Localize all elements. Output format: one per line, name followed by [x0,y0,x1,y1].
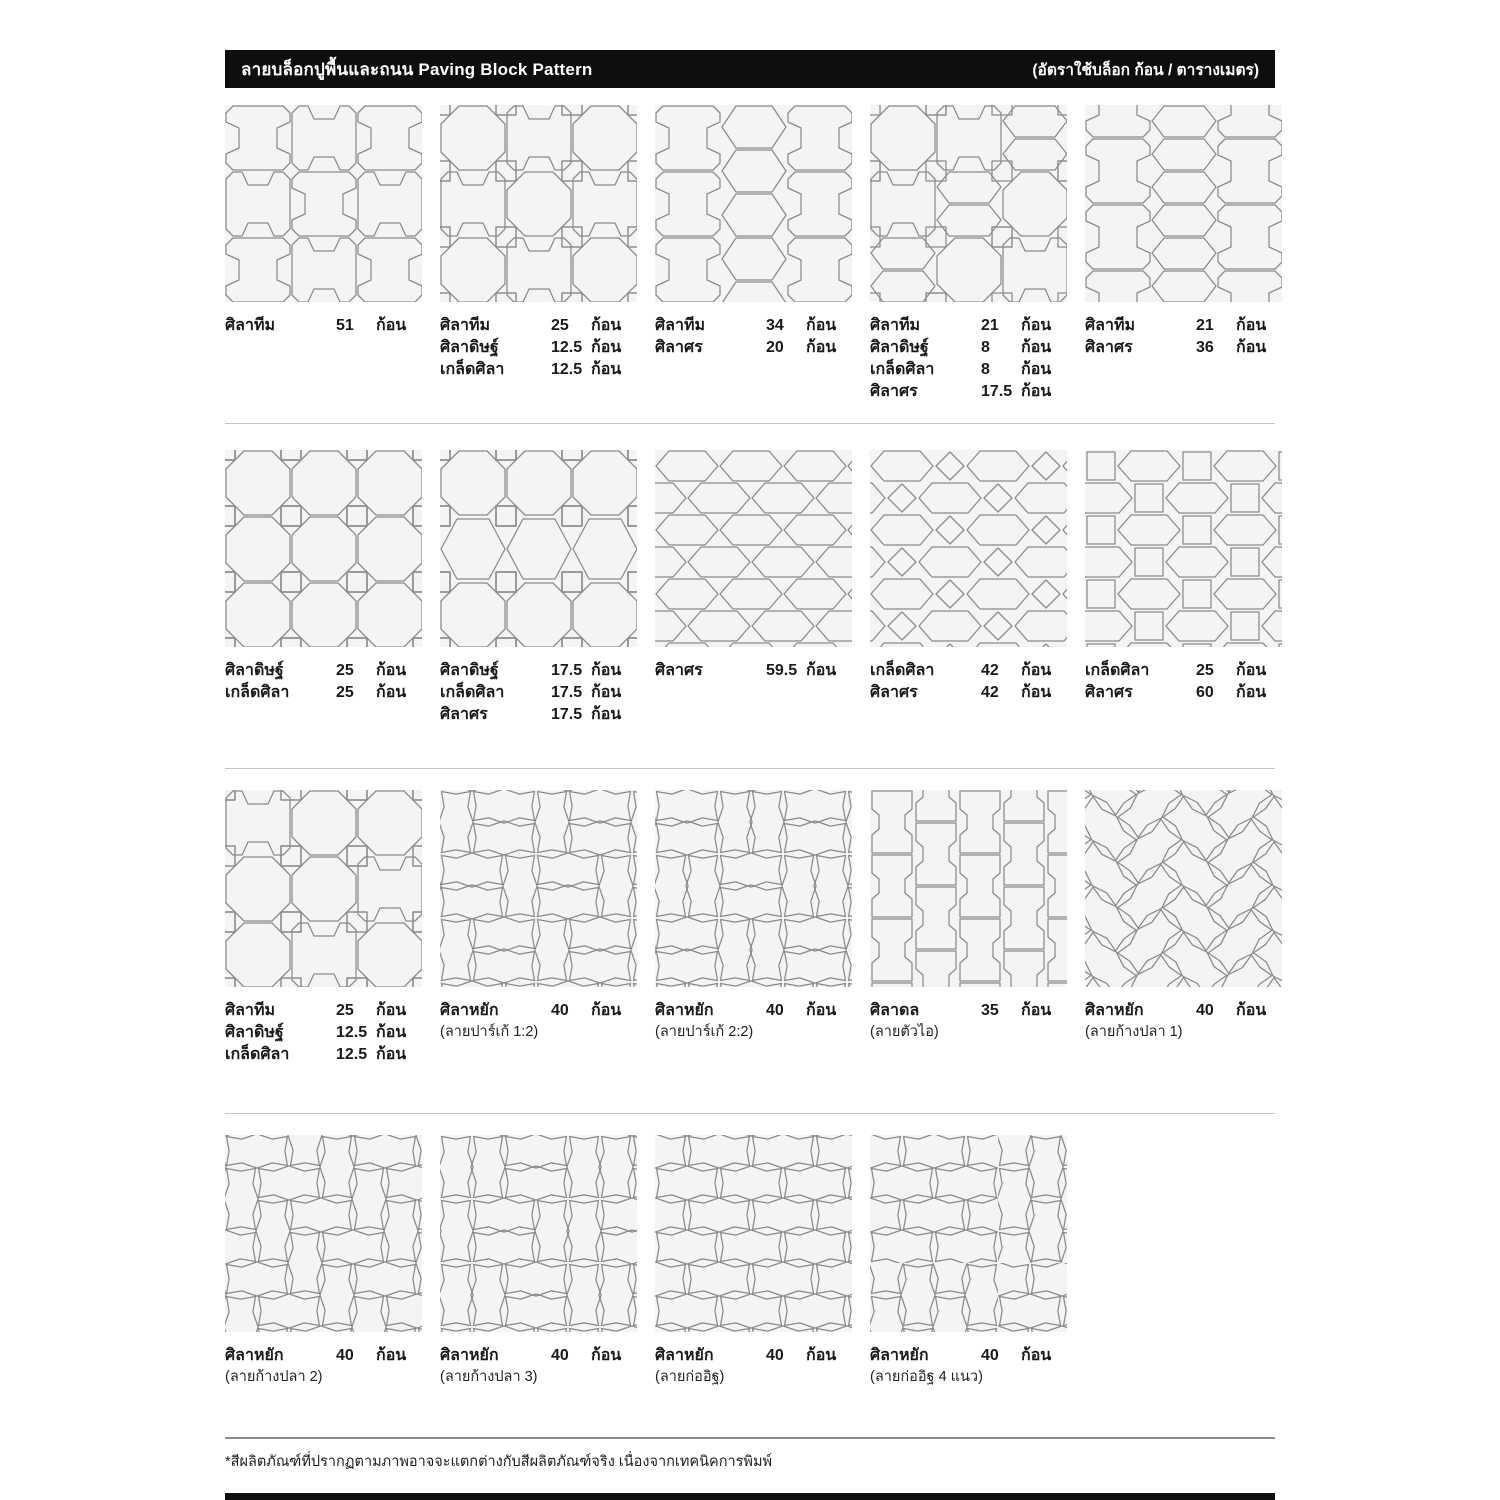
qty-unit: ก้อน [591,317,622,334]
qty-number: 20 [766,339,784,356]
pattern-label-line [225,315,422,337]
qty-unit: ก้อน [591,1347,622,1364]
swatch-background [440,105,637,302]
qty-number: 8 [981,339,990,356]
pattern-qty [551,359,637,381]
pattern-qty [766,660,852,682]
pattern-qty [981,337,1067,359]
pattern-name: เกล็ดศิลา [870,361,935,378]
pattern-qty [336,1044,422,1066]
pattern-label-line [225,1022,422,1044]
qty-number: 17.5 [551,684,583,701]
pattern-qty [981,682,1067,704]
pattern-name: ศิลาหยัก [655,1347,714,1364]
pattern-label-line [440,337,637,359]
pattern-qty [981,1000,1067,1022]
pattern-label-line [1085,682,1282,704]
qty-unit: ก้อน [591,706,622,723]
pattern-qty [766,315,852,337]
qty-number: 12.5 [336,1024,368,1041]
pattern-swatch [1085,450,1282,647]
pattern-item [870,1135,1067,1388]
pattern-label-line [1085,1000,1282,1022]
pattern-sub-name: (ลายก้างปลา 2) [225,1369,323,1385]
qty-unit: ก้อน [1021,684,1052,701]
pattern-swatch [870,1135,1067,1332]
pattern-item [655,105,852,359]
pattern-label [440,1345,637,1388]
section-divider [225,768,1275,769]
pattern-label [655,1345,852,1388]
pattern-name: ศิลาหยัก [225,1347,284,1364]
qty-number: 12.5 [551,339,583,356]
pattern-label [655,660,852,682]
pattern-name: ศิลาทีม [870,317,921,334]
pattern-item [440,450,637,726]
qty-number: 40 [336,1347,354,1364]
pattern-item [225,105,422,337]
qty-unit: ก้อน [806,1002,837,1019]
pattern-swatch [655,790,852,987]
pattern-name: ศิลาศร [1085,339,1133,356]
pattern-name: ศิลาดิษฐ์ [225,662,284,679]
swatch-background [225,790,422,987]
qty-unit: ก้อน [376,684,407,701]
pattern-label-line [655,315,852,337]
footnote: *สีผลิตภัณฑ์ที่ปรากฏตามภาพอาจจะแตกต่างกับสีผลิตภัณฑ์จริง เนื่องจากเทคนิคการพิมพ์ [225,1454,773,1470]
qty-unit: ก้อน [1021,662,1052,679]
pattern-name: ศิลาหยัก [440,1002,499,1019]
pattern-label-line [870,381,1067,403]
swatch-background [440,790,637,987]
pattern-swatch [225,1135,422,1332]
pattern-qty [766,337,852,359]
pattern-qty [336,1000,422,1022]
pattern-qty [981,660,1067,682]
qty-number: 42 [981,662,999,679]
qty-unit: ก้อน [806,317,837,334]
pattern-qty [551,682,637,704]
pattern-swatch [440,1135,637,1332]
pattern-item [1085,450,1282,704]
bottom-bar [225,1493,1275,1500]
pattern-qty [1196,315,1282,337]
pattern-swatch [870,105,1067,302]
qty-unit: ก้อน [1236,684,1267,701]
qty-unit: ก้อน [1021,361,1052,378]
pattern-label-line [870,1000,1067,1022]
pattern-label [1085,1000,1282,1043]
qty-unit: ก้อน [1021,1002,1052,1019]
qty-unit: ก้อน [806,1347,837,1364]
pattern-name: ศิลาศร [655,339,703,356]
pattern-name: ศิลาดิษฐ์ [440,662,499,679]
pattern-item [440,105,637,381]
pattern-name: ศิลาศร [870,383,918,400]
pattern-name: เกล็ดศิลา [440,684,505,701]
pattern-name: ศิลาศร [1085,684,1133,701]
pattern-qty [551,315,637,337]
pattern-name: ศิลาทีม [1085,317,1136,334]
header-bar [225,50,1275,88]
pattern-qty [336,682,422,704]
pattern-label-line [440,660,637,682]
pattern-label-line [1085,315,1282,337]
qty-number: 12.5 [551,361,583,378]
pattern-label-line [440,682,637,704]
qty-unit: ก้อน [1021,339,1052,356]
qty-unit: ก้อน [1236,339,1267,356]
pattern-name: ศิลาศร [870,684,918,701]
pattern-label [655,1000,852,1043]
pattern-sub-name: (ลายตัวไอ) [870,1024,939,1040]
pattern-swatch [440,790,637,987]
pattern-swatch [655,105,852,302]
pattern-swatch [225,450,422,647]
pattern-label [655,315,852,359]
qty-unit: ก้อน [591,1002,622,1019]
qty-number: 12.5 [336,1046,368,1063]
pattern-label-line [440,359,637,381]
pattern-swatch [1085,790,1282,987]
pattern-label [870,1000,1067,1043]
swatch-background [225,105,422,302]
pattern-item [1085,105,1282,359]
qty-number: 51 [336,317,354,334]
pattern-label-line [440,1345,637,1367]
qty-number: 17.5 [551,662,583,679]
qty-number: 25 [336,684,354,701]
pattern-name: ศิลาศร [440,706,488,723]
pattern-name: เกล็ดศิลา [440,361,505,378]
pattern-item [440,790,637,1043]
pattern-label [225,660,422,704]
pattern-name: ศิลาศร [655,662,703,679]
pattern-item [225,1135,422,1388]
pattern-swatch [870,790,1067,987]
pattern-qty [336,660,422,682]
pattern-item [655,790,852,1043]
pattern-qty [336,315,422,337]
pattern-label [440,315,637,381]
pattern-label [225,1345,422,1388]
pattern-label [1085,660,1282,704]
pattern-name: ศิลาหยัก [1085,1002,1144,1019]
qty-number: 25 [1196,662,1214,679]
pattern-sub-name: (ลายปาร์เก้ 1:2) [440,1024,539,1040]
qty-number: 60 [1196,684,1214,701]
pattern-label-line [440,704,637,726]
qty-unit: ก้อน [1021,383,1052,400]
qty-number: 8 [981,361,990,378]
pattern-qty [551,660,637,682]
pattern-label-line [1085,337,1282,359]
qty-number: 40 [551,1002,569,1019]
qty-number: 25 [336,662,354,679]
section-divider [225,423,1275,424]
pattern-label [440,660,637,726]
qty-unit: ก้อน [376,1347,407,1364]
pattern-sub-name: (ลายก้างปลา 3) [440,1369,538,1385]
pattern-label-line [870,315,1067,337]
qty-number: 40 [766,1002,784,1019]
pattern-label-line [225,682,422,704]
pattern-qty [766,1000,852,1022]
pattern-name: เกล็ดศิลา [225,684,290,701]
qty-unit: ก้อน [591,361,622,378]
pattern-name: ศิลาทีม [225,1002,276,1019]
pattern-label-line [225,660,422,682]
qty-number: 21 [1196,317,1214,334]
qty-number: 40 [766,1347,784,1364]
qty-number: 17.5 [551,706,583,723]
qty-number: 25 [336,1002,354,1019]
qty-unit: ก้อน [1021,317,1052,334]
pattern-swatch [225,790,422,987]
pattern-qty [551,1345,637,1367]
qty-unit: ก้อน [1236,1002,1267,1019]
qty-unit: ก้อน [376,1046,407,1063]
pattern-qty [981,1345,1067,1367]
pattern-item [655,1135,852,1388]
pattern-name: ศิลาดิษฐ์ [440,339,499,356]
qty-number: 25 [551,317,569,334]
qty-unit: ก้อน [376,1024,407,1041]
swatch-background [655,450,852,647]
qty-number: 40 [551,1347,569,1364]
pattern-sub-name: (ลายก้างปลา 1) [1085,1024,1183,1040]
pattern-swatch [225,105,422,302]
qty-unit: ก้อน [376,317,407,334]
qty-number: 40 [1196,1002,1214,1019]
pattern-label-line [655,660,852,682]
swatch-background [870,790,1067,987]
pattern-item [870,450,1067,704]
qty-number: 40 [981,1347,999,1364]
qty-unit: ก้อน [806,662,837,679]
pattern-item [1085,790,1282,1043]
pattern-swatch [655,1135,852,1332]
qty-unit: ก้อน [376,1002,407,1019]
pattern-label [870,1345,1067,1388]
qty-unit: ก้อน [806,339,837,356]
pattern-label [870,315,1067,403]
pattern-swatch [870,450,1067,647]
pattern-label-line [870,337,1067,359]
pattern-label-line [440,315,637,337]
pattern-qty [551,337,637,359]
footnote-rule [225,1437,1275,1439]
qty-unit: ก้อน [1236,317,1267,334]
qty-unit: ก้อน [1021,1347,1052,1364]
pattern-label-line [870,660,1067,682]
pattern-label [225,315,422,337]
pattern-qty [336,1022,422,1044]
pattern-label [1085,315,1282,359]
pattern-name: ศิลาดิษฐ์ [870,339,929,356]
qty-number: 36 [1196,339,1214,356]
qty-number: 34 [766,317,784,334]
qty-number: 21 [981,317,999,334]
pattern-name: ศิลาทีม [225,317,276,334]
pattern-name: ศิลาดิษฐ์ [225,1024,284,1041]
pattern-sub-name: (ลายปาร์เก้ 2:2) [655,1024,754,1040]
pattern-qty [981,315,1067,337]
pattern-item [655,450,852,682]
pattern-label-line [870,1345,1067,1367]
pattern-qty [1196,337,1282,359]
qty-unit: ก้อน [591,339,622,356]
pattern-label [440,1000,637,1043]
pattern-label-line [870,682,1067,704]
pattern-qty [336,1345,422,1367]
qty-number: 59.5 [766,662,798,679]
pattern-name: ศิลาหยัก [870,1347,929,1364]
qty-unit: ก้อน [376,662,407,679]
pattern-qty [551,704,637,726]
pattern-name: ศิลาหยัก [440,1347,499,1364]
swatch-background [655,790,852,987]
pattern-qty [981,359,1067,381]
pattern-label [225,1000,422,1066]
pattern-qty [1196,682,1282,704]
pattern-qty [551,1000,637,1022]
pattern-swatch [655,450,852,647]
pattern-swatch [440,105,637,302]
qty-number: 17.5 [981,383,1013,400]
pattern-label-line [225,1000,422,1022]
pattern-label-line [1085,660,1282,682]
pattern-name: เกล็ดศิลา [870,662,935,679]
pattern-qty [766,1345,852,1367]
pattern-sub-name: (ลายก่ออิฐ 4 แนว) [870,1369,983,1385]
section-divider [225,1113,1275,1114]
pattern-sub-name: (ลายก่ออิฐ) [655,1369,725,1385]
pattern-name: ศิลาทีม [440,317,491,334]
pattern-label-line [225,1044,422,1066]
pattern-label-line [870,359,1067,381]
swatch-background [225,450,422,647]
swatch-background [440,450,637,647]
qty-number: 42 [981,684,999,701]
pattern-label-line [440,1000,637,1022]
pattern-swatch [440,450,637,647]
pattern-label-line [655,337,852,359]
pattern-label-line [655,1345,852,1367]
pattern-name: เกล็ดศิลา [225,1046,290,1063]
qty-unit: ก้อน [1236,662,1267,679]
qty-unit: ก้อน [591,684,622,701]
pattern-label-line [655,1000,852,1022]
header-rate-note: (อัตราใช้บล็อก ก้อน / ตารางเมตร) [1032,61,1259,79]
pattern-name: ศิลาดล [870,1002,920,1019]
pattern-name: ศิลาหยัก [655,1002,714,1019]
qty-unit: ก้อน [591,662,622,679]
pattern-qty [1196,1000,1282,1022]
swatch-background [655,105,852,302]
pattern-item [440,1135,637,1388]
pattern-label [870,660,1067,704]
pattern-item [225,450,422,704]
pattern-item [870,105,1067,403]
page-title: ลายบล็อกปูพื้นและถนน Paving Block Pattern [241,59,593,79]
pattern-qty [1196,660,1282,682]
qty-number: 35 [981,1002,999,1019]
pattern-name: เกล็ดศิลา [1085,662,1150,679]
pattern-qty [981,381,1067,403]
pattern-label-line [225,1345,422,1367]
pattern-item [870,790,1067,1043]
pattern-name: ศิลาทีม [655,317,706,334]
pattern-swatch [1085,105,1282,302]
pattern-item [225,790,422,1066]
